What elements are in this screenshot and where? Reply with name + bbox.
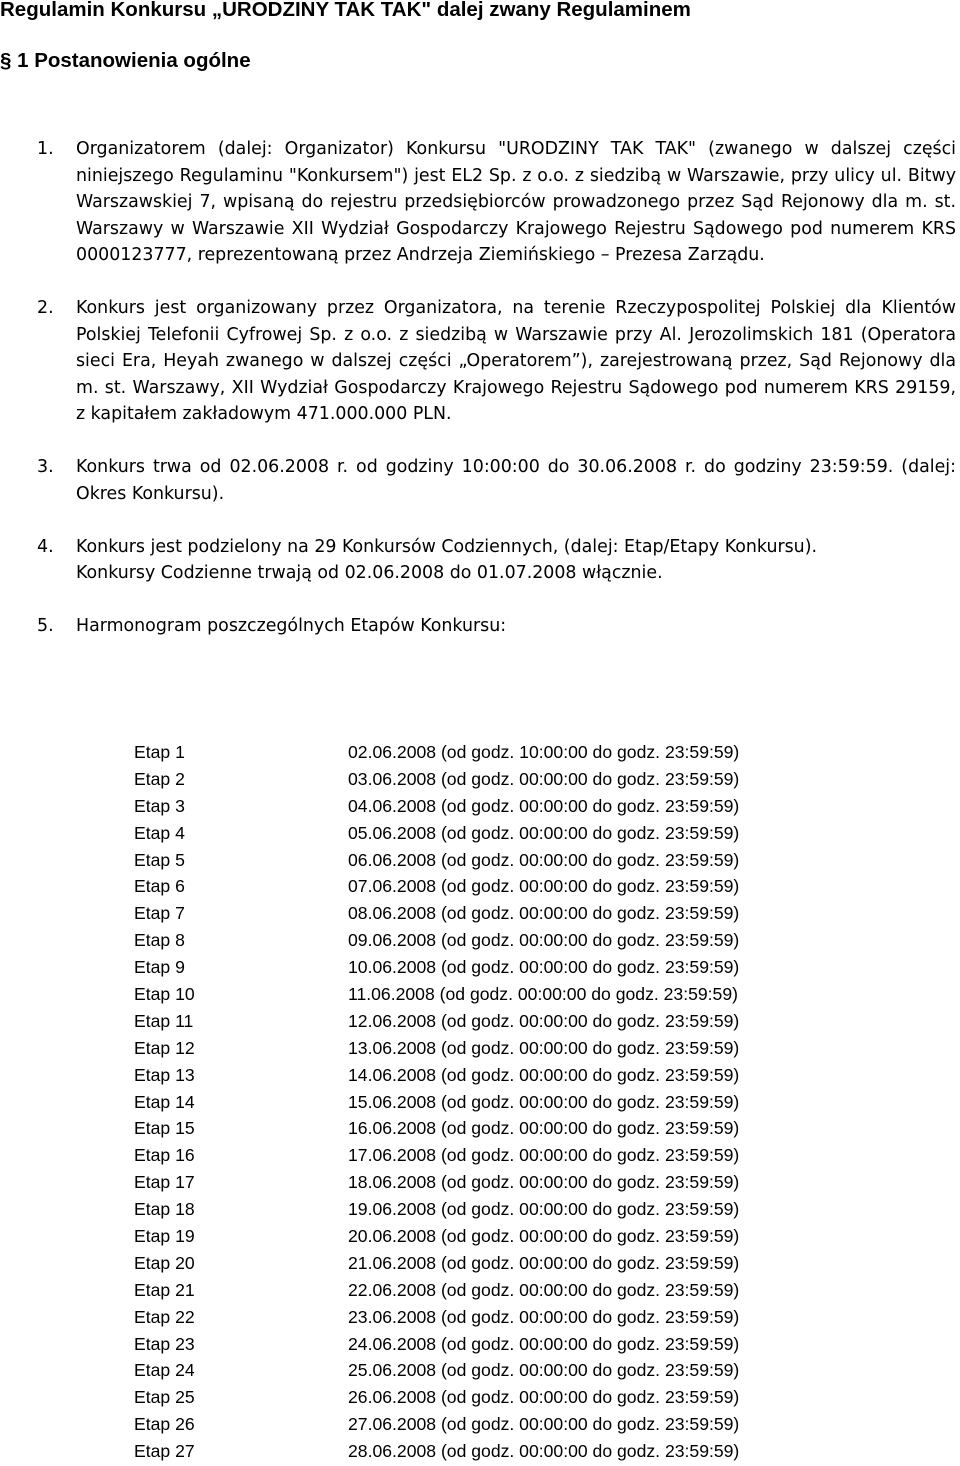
stage-date: 22.06.2008 (od godz. 00:00:00 do godz. 23:59:59) bbox=[348, 1279, 740, 1300]
list-item-paragraph: Konkurs jest podzielony na 29 Konkursów Codziennych, (dalej: Etap/Etapy Konkursu). bbox=[76, 536, 818, 557]
list-item-paragraph: Konkursy Codzienne trwają od 02.06.2008 do 01.07.2008 włącznie. bbox=[76, 563, 663, 583]
stage-label: Etap 11 bbox=[134, 1010, 194, 1031]
list-gap bbox=[0, 428, 960, 455]
list-item-paragraph: Konkurs trwa od 02.06.2008 r. od godziny 10:00:00 do 30.06.2008 r. do godziny 23:59:59. (dalej: Okres Konkursu). bbox=[76, 457, 956, 504]
stage-label: Etap 26 bbox=[134, 1414, 195, 1435]
schedule-row bbox=[0, 1438, 960, 1465]
schedule-row bbox=[0, 1304, 960, 1331]
stage-label: Etap 15 bbox=[134, 1118, 195, 1139]
schedule-row bbox=[0, 1331, 960, 1358]
stage-date: 18.06.2008 (od godz. 00:00:00 do godz. 23:59:59) bbox=[348, 1172, 740, 1193]
schedule-row bbox=[0, 981, 960, 1008]
schedule-row bbox=[0, 1169, 960, 1196]
list-gap bbox=[0, 507, 960, 534]
schedule-row bbox=[0, 1035, 960, 1062]
stage-label: Etap 14 bbox=[134, 1091, 195, 1112]
schedule-row bbox=[0, 1089, 960, 1116]
stage-label: Etap 5 bbox=[134, 849, 185, 870]
stage-date: 10.06.2008 (od godz. 00:00:00 do godz. 23:59:59) bbox=[348, 957, 740, 978]
stage-date: 03.06.2008 (od godz. 00:00:00 do godz. 23:59:59) bbox=[348, 768, 740, 789]
list-item bbox=[0, 454, 960, 507]
stage-date: 28.06.2008 (od godz. 00:00:00 do godz. 23:59:59) bbox=[348, 1441, 740, 1462]
list-item bbox=[0, 613, 960, 640]
stage-label: Etap 7 bbox=[134, 903, 185, 924]
stage-label: Etap 24 bbox=[134, 1360, 195, 1381]
schedule-row bbox=[0, 1008, 960, 1035]
stage-date: 27.06.2008 (od godz. 00:00:00 do godz. 23:59:59) bbox=[348, 1414, 740, 1435]
list-item bbox=[0, 534, 960, 587]
list-item-body bbox=[76, 613, 956, 640]
list-gap bbox=[0, 269, 960, 296]
list-item-body bbox=[76, 534, 956, 587]
schedule-row bbox=[0, 739, 960, 766]
stage-date: 24.06.2008 (od godz. 00:00:00 do godz. 23:59:59) bbox=[348, 1333, 740, 1354]
list-item-body bbox=[76, 136, 956, 269]
stage-label: Etap 2 bbox=[134, 768, 185, 789]
schedule-row bbox=[0, 1062, 960, 1089]
stage-date: 20.06.2008 (od godz. 00:00:00 do godz. 23:59:59) bbox=[348, 1226, 740, 1247]
schedule-table bbox=[0, 739, 960, 1465]
stage-label: Etap 1 bbox=[134, 742, 185, 762]
schedule-row bbox=[0, 954, 960, 981]
stage-date: 06.06.2008 (od godz. 00:00:00 do godz. 23:59:59) bbox=[348, 849, 740, 870]
stage-date: 02.06.2008 (od godz. 10:00:00 do godz. 23:59:59) bbox=[348, 742, 740, 762]
schedule-row bbox=[0, 1142, 960, 1169]
section-heading: § 1 Postanowienia ogólne bbox=[0, 49, 251, 72]
schedule-row bbox=[0, 1277, 960, 1304]
list-item bbox=[0, 136, 960, 269]
schedule-row bbox=[0, 793, 960, 820]
list-item-number: 2. bbox=[37, 298, 54, 318]
stage-label: Etap 27 bbox=[134, 1441, 195, 1462]
list-item-paragraph: Harmonogram poszczególnych Etapów Konkursu: bbox=[76, 616, 507, 636]
stage-label: Etap 4 bbox=[134, 822, 185, 843]
stage-label: Etap 20 bbox=[134, 1252, 195, 1273]
list-item-paragraph: Organizatorem (dalej: Organizator) Konkursu "URODZINY TAK TAK" (zwanego w dalszej części niniejszego Regulaminu "Konkursem") jest EL2 Sp. z o.o. z siedzibą w Warszawie, przy ulicy ul. Bitwy Warszawskiej 7, wpisaną do rejestru przedsiębiorców prowadzonego przez Sąd Rejonowy dla m. st. Warszawy w Warszawie XII Wydział Gospodarczy Krajowego Rejestru Sądowego pod numerem KRS 0000123777, reprezentowaną przez Andrzeja Ziemińskiego – Prezesa Zarządu. bbox=[76, 139, 956, 265]
list-item-body bbox=[76, 454, 956, 507]
stage-label: Etap 8 bbox=[134, 930, 185, 951]
stage-date: 25.06.2008 (od godz. 00:00:00 do godz. 23:59:59) bbox=[348, 1360, 740, 1381]
stage-label: Etap 12 bbox=[134, 1037, 195, 1058]
list-item-number: 4. bbox=[37, 536, 54, 557]
stage-date: 23.06.2008 (od godz. 00:00:00 do godz. 23:59:59) bbox=[348, 1306, 740, 1327]
document-title: Regulamin Konkursu „URODZINY TAK TAK" dalej zwany Regulaminem bbox=[0, 0, 691, 21]
list-item-number: 5. bbox=[37, 616, 54, 636]
stage-label: Etap 13 bbox=[134, 1064, 195, 1085]
schedule-row bbox=[0, 1384, 960, 1411]
stage-date: 16.06.2008 (od godz. 00:00:00 do godz. 23:59:59) bbox=[348, 1118, 740, 1139]
stage-label: Etap 6 bbox=[134, 876, 185, 897]
stage-date: 11.06.2008 (od godz. 00:00:00 do godz. 23:59:59) bbox=[348, 984, 738, 1005]
stage-date: 05.06.2008 (od godz. 00:00:00 do godz. 23:59:59) bbox=[348, 822, 740, 843]
stage-date: 12.06.2008 (od godz. 00:00:00 do godz. 23:59:59) bbox=[348, 1010, 740, 1031]
schedule-row bbox=[0, 766, 960, 793]
list-gap bbox=[0, 587, 960, 614]
stage-date: 13.06.2008 (od godz. 00:00:00 do godz. 23:59:59) bbox=[348, 1037, 740, 1058]
schedule-row bbox=[0, 1223, 960, 1250]
list-item-body bbox=[76, 295, 956, 428]
stage-label: Etap 18 bbox=[134, 1199, 195, 1220]
stage-label: Etap 3 bbox=[134, 795, 185, 816]
stage-date: 04.06.2008 (od godz. 00:00:00 do godz. 23:59:59) bbox=[348, 795, 740, 816]
schedule-row bbox=[0, 1411, 960, 1438]
list-item-number: 1. bbox=[37, 139, 54, 159]
stage-date: 09.06.2008 (od godz. 00:00:00 do godz. 23:59:59) bbox=[348, 930, 740, 951]
schedule-row bbox=[0, 1196, 960, 1223]
stage-date: 08.06.2008 (od godz. 00:00:00 do godz. 23:59:59) bbox=[348, 903, 740, 924]
stage-date: 19.06.2008 (od godz. 00:00:00 do godz. 23:59:59) bbox=[348, 1199, 740, 1220]
stage-date: 17.06.2008 (od godz. 00:00:00 do godz. 23:59:59) bbox=[348, 1145, 740, 1166]
stage-label: Etap 19 bbox=[134, 1226, 195, 1247]
schedule-row bbox=[0, 820, 960, 847]
schedule-row bbox=[0, 873, 960, 900]
list-item-paragraph: Konkurs jest organizowany przez Organizatora, na terenie Rzeczypospolitej Polskiej dla Klientów Polskiej Telefonii Cyfrowej Sp. z o.o. z siedzibą w Warszawie przy Al. Jerozolimskich 181 (Operatora sieci Era, Heyah zwanego w dalszej części „Operatorem”), zarejestrowaną przez, Sąd Rejonowy dla m. st. Warszawy, XII Wydział Gospodarczy Krajowego Rejestru Sądowego pod numerem KRS 29159, z kapitałem zakładowym 471.000.000 PLN. bbox=[76, 298, 956, 424]
stage-date: 15.06.2008 (od godz. 00:00:00 do godz. 23:59:59) bbox=[348, 1091, 740, 1112]
stage-label: Etap 21 bbox=[134, 1279, 195, 1300]
schedule-row bbox=[0, 1115, 960, 1142]
stage-date: 14.06.2008 (od godz. 00:00:00 do godz. 23:59:59) bbox=[348, 1064, 740, 1085]
schedule-row bbox=[0, 927, 960, 954]
stage-label: Etap 9 bbox=[134, 957, 185, 978]
list-item-number: 3. bbox=[37, 457, 54, 477]
stage-label: Etap 25 bbox=[134, 1387, 195, 1408]
stage-date: 07.06.2008 (od godz. 00:00:00 do godz. 23:59:59) bbox=[348, 876, 740, 897]
stage-label: Etap 16 bbox=[134, 1145, 195, 1166]
stage-label: Etap 22 bbox=[134, 1306, 195, 1327]
numbered-list bbox=[0, 136, 960, 640]
stage-label: Etap 23 bbox=[134, 1333, 195, 1354]
stage-label: Etap 17 bbox=[134, 1172, 195, 1193]
schedule-row bbox=[0, 900, 960, 927]
stage-label: Etap 10 bbox=[134, 984, 195, 1005]
list-item bbox=[0, 295, 960, 428]
schedule-row bbox=[0, 1357, 960, 1384]
schedule-row bbox=[0, 1250, 960, 1277]
schedule-row bbox=[0, 847, 960, 874]
stage-date: 21.06.2008 (od godz. 00:00:00 do godz. 23:59:59) bbox=[348, 1252, 740, 1273]
stage-date: 26.06.2008 (od godz. 00:00:00 do godz. 23:59:59) bbox=[348, 1387, 740, 1408]
